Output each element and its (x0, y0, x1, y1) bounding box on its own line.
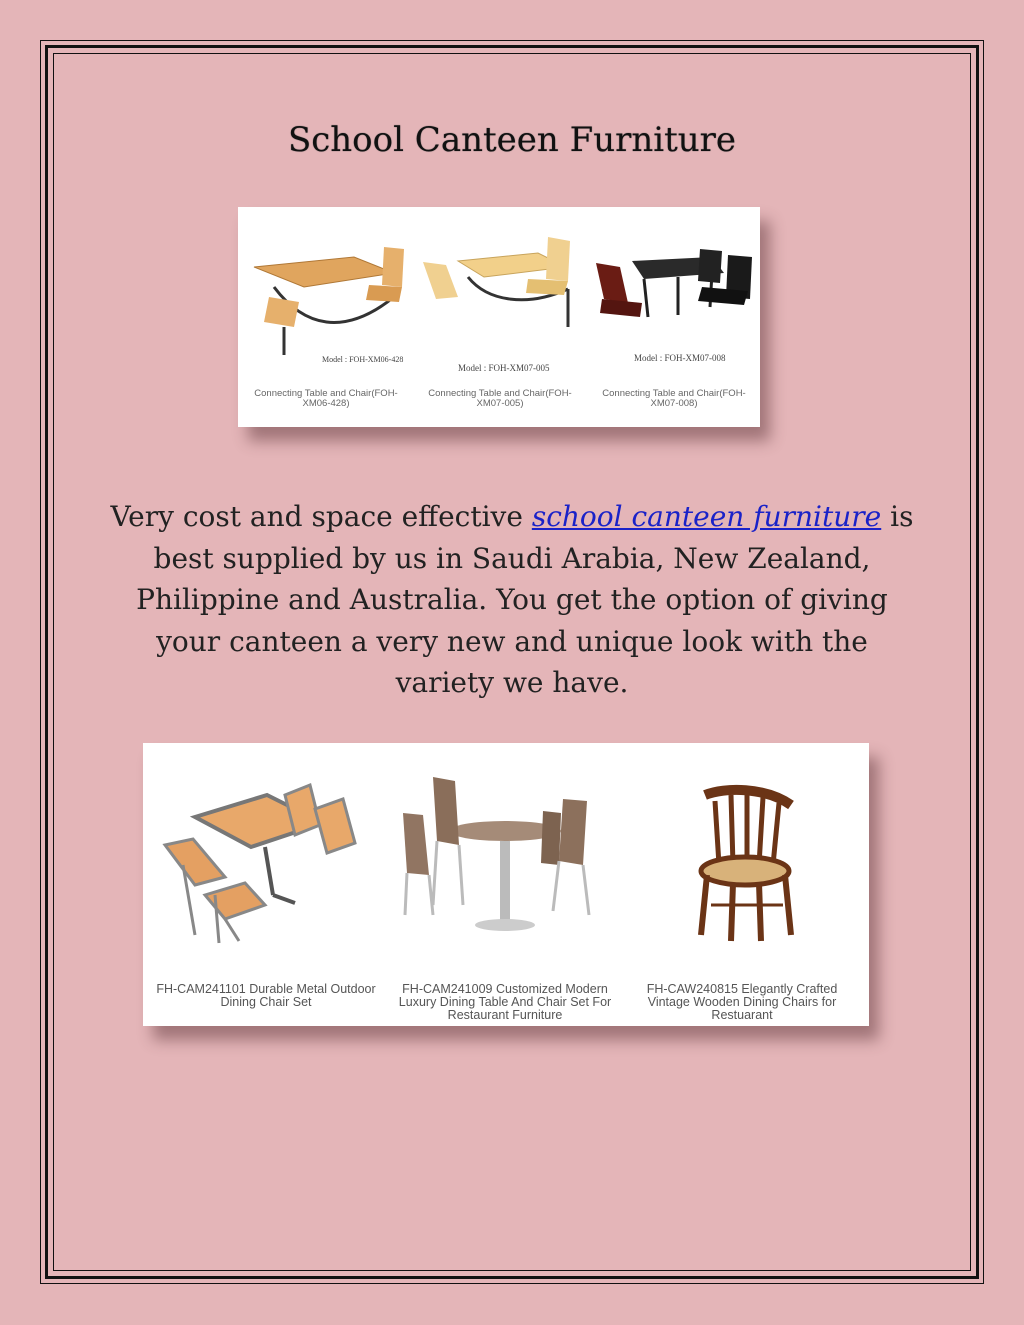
paragraph-text-start: Very cost and space effective (110, 500, 532, 533)
table-chair-illustration (244, 227, 408, 357)
page-title: School Canteen Furniture (287, 120, 737, 160)
product-tile (418, 227, 582, 409)
product-image-bottom (143, 743, 869, 1026)
school-canteen-furniture-link[interactable]: school canteen furniture (531, 500, 882, 533)
table-chair-illustration (418, 227, 582, 357)
description-paragraph (110, 496, 914, 704)
product-tile (393, 765, 617, 1022)
product-caption: FH-CAW240815 Elegantly Crafted Vintage Wooden Dining Chairs for Restuarant (646, 982, 838, 1023)
product-tile (155, 765, 377, 1009)
product-caption: Connecting Table and Chair(FOH-XM07-005) (428, 388, 572, 409)
product-caption: Connecting Table and Chair(FOH-XM07-008) (602, 388, 746, 409)
product-tile (635, 765, 849, 1022)
model-label: Model : FOH-XM07-005 (458, 363, 550, 373)
modern-dining-set-illustration (393, 765, 617, 955)
paragraph-text-end: is best supplied by us in Saudi Arabia, New Zealand, Philippine and Australia. You get the option of giving your canteen a very new and unique look with the variety we have. (136, 500, 914, 699)
model-label: Model : FOH-XM06-428 (322, 355, 404, 364)
product-caption: FH-CAM241009 Customized Modern Luxury Dining Table And Chair Set For Restaurant Furniture (398, 982, 612, 1023)
product-tile (592, 227, 756, 409)
product-caption: Connecting Table and Chair(FOH-XM06-428) (254, 388, 398, 409)
metal-outdoor-set-illustration (155, 765, 377, 955)
product-tile (244, 227, 408, 409)
wooden-chair-illustration (635, 765, 849, 955)
product-caption: FH-CAM241101 Durable Metal Outdoor Dining Chair Set (156, 982, 376, 1010)
table-chair-illustration (592, 227, 756, 357)
product-image-top (238, 207, 760, 427)
model-label: Model : FOH-XM07-008 (634, 353, 726, 363)
